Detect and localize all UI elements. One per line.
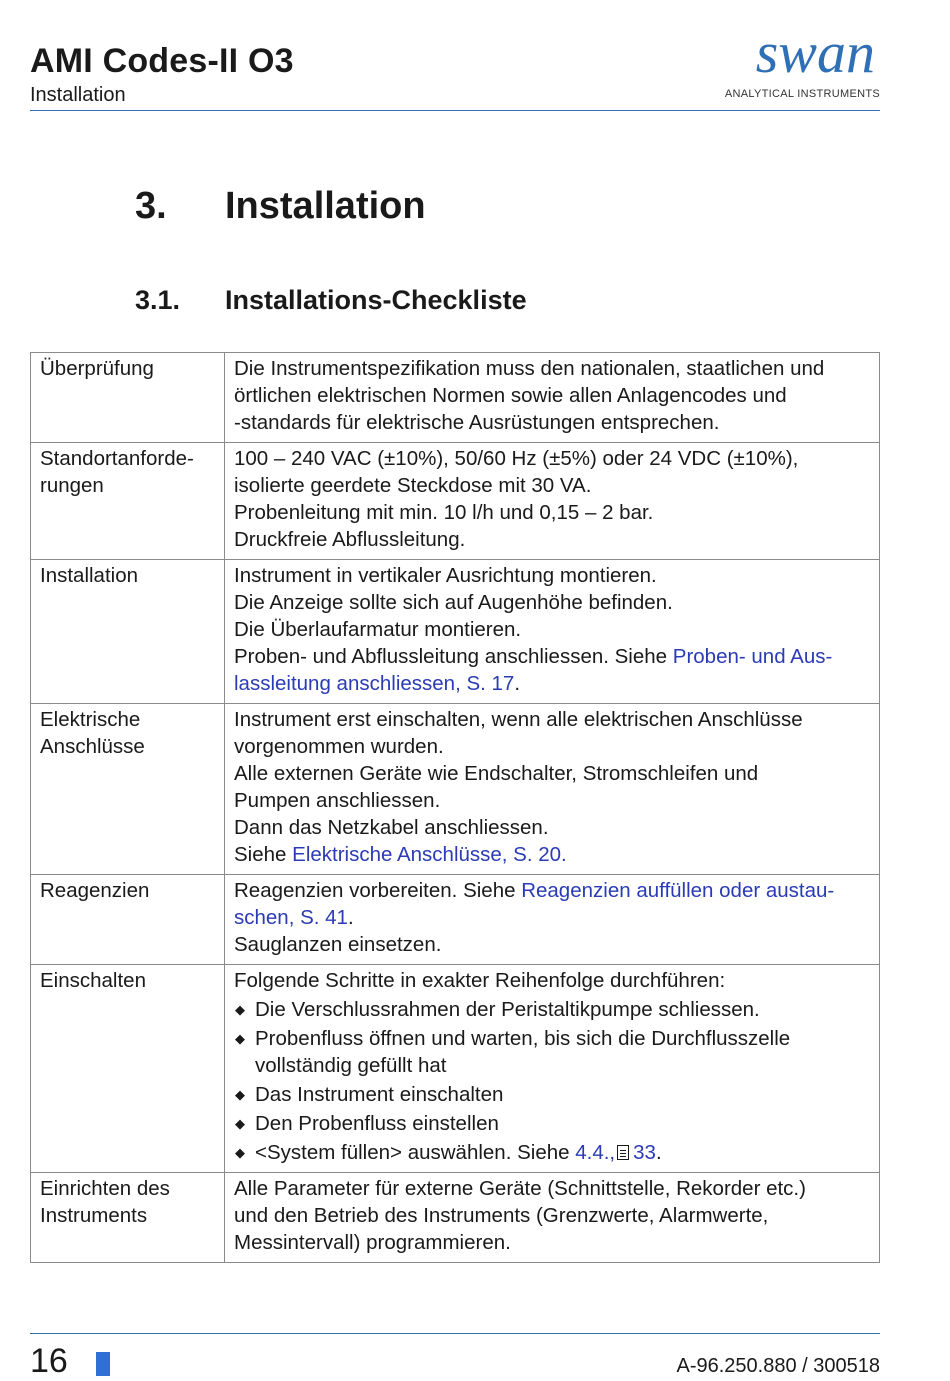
diamond-bullet-icon: ◆ [235, 1087, 245, 1102]
list-item: ◆ Den Probenfluss einstellen [235, 1112, 499, 1135]
section-heading [135, 285, 527, 316]
chapter-heading [135, 185, 426, 228]
page-marker-icon [96, 1352, 110, 1376]
row-label: Überprüfung [31, 353, 225, 443]
row-description: Instrument in vertikaler Ausrichtung montieren. Die Anzeige sollte sich auf Augenhöhe befinden. Die Überlaufarmatur montieren. Proben- und Abflussleitung anschliessen. Siehe Proben- und Aus- lassleitung anschliessen, S. 17. [225, 560, 880, 704]
row-description: Die Instrumentspezifikation muss den nationalen, staatlichen und örtlichen elektrischen Normen sowie allen Anlagencodes und -standards für elektrische Ausrüstungen entsprechen. [225, 353, 880, 443]
list-item: ◆ <System füllen> auswählen. Siehe 4.4., 33. [235, 1141, 662, 1164]
row-description: Alle Parameter für externe Geräte (Schnittstelle, Rekorder etc.) und den Betrieb des Instruments (Grenzwerte, Alarmwerte, Messintervall) programmieren. [225, 1173, 880, 1263]
cross-reference-link[interactable]: schen, S. 41 [234, 906, 348, 929]
chapter-title: Installation [225, 185, 426, 227]
row-label: Einschalten [31, 965, 225, 1173]
row-label: Einrichten des Instruments [31, 1173, 225, 1263]
document-title: AMI Codes-II O3 [30, 42, 294, 80]
steps-list [234, 996, 877, 1166]
table-row [31, 875, 880, 965]
logo-tagline: ANALYTICAL INSTRUMENTS [724, 88, 880, 100]
page-reference-icon [617, 1145, 629, 1160]
header-divider [30, 110, 880, 111]
table-row [31, 1173, 880, 1263]
cross-reference-link[interactable]: lassleitung anschliessen, S. 17 [234, 672, 515, 695]
diamond-bullet-icon: ◆ [235, 1002, 245, 1017]
chapter-number: 3. [135, 185, 167, 227]
document-number: A-96.250.880 / 300518 [676, 1355, 880, 1377]
logo-wordmark: swan [755, 26, 875, 85]
row-label: Installation [31, 560, 225, 704]
cross-reference-link[interactable]: Reagenzien auffüllen oder austau- [521, 879, 835, 902]
row-description: 100 – 240 VAC (±10%), 50/60 Hz (±5%) oder 24 VDC (±10%), isolierte geerdete Steckdose mit 30 VA. Probenleitung mit min. 10 l/h und 0,15 – 2 bar. Druckfreie Abflussleitung. [225, 443, 880, 560]
page-number: 16 [30, 1342, 68, 1380]
row-label: Standortanforde- rungen [31, 443, 225, 560]
row-description: Instrument erst einschalten, wenn alle elektrischen Anschlüsse vorgenommen wurden. Alle externen Geräte wie Endschalter, Stromschleifen und Pumpen anschliessen. Dann das Netzkabel anschliessen. Siehe Elektrische Anschlüsse, S. 20. [225, 704, 880, 875]
row-description: Reagenzien vorbereiten. Siehe Reagenzien auffüllen oder austau- schen, S. 41. Sauglanzen einsetzen. [225, 875, 880, 965]
table-row [31, 443, 880, 560]
row-label: Elektrische Anschlüsse [31, 704, 225, 875]
diamond-bullet-icon: ◆ [235, 1031, 245, 1046]
table-row [31, 965, 880, 1173]
installation-checklist-table [30, 352, 880, 1263]
row-label: Reagenzien [31, 875, 225, 965]
diamond-bullet-icon: ◆ [235, 1145, 245, 1160]
cross-reference-link[interactable]: 4.4., 33 [575, 1141, 656, 1164]
list-item: ◆ Die Verschlussrahmen der Peristaltikpumpe schliessen. [235, 998, 760, 1021]
cross-reference-link[interactable]: Proben- und Aus- [672, 645, 833, 668]
diamond-bullet-icon: ◆ [235, 1116, 245, 1131]
section-number: 3.1. [135, 285, 181, 315]
list-item: ◆ Das Instrument einschalten [235, 1083, 504, 1106]
table-row [31, 560, 880, 704]
document-subtitle: Installation [30, 84, 126, 106]
footer-divider [30, 1333, 880, 1334]
table-row [31, 704, 880, 875]
list-item: ◆ Probenfluss öffnen und warten, bis sich die Durchflusszelle vollständig gefüllt hat [235, 1027, 791, 1077]
cross-reference-link[interactable]: Elektrische Anschlüsse, S. 20. [292, 843, 567, 866]
page-header [30, 26, 880, 112]
row-description: Folgende Schritte in exakter Reihenfolge durchführen: ◆ Die Verschlussrahmen der Peristaltikpumpe schliessen. ◆ Probenfluss öffnen und warten, bis sich die Durchflusszelle vollständig gefüllt hat ◆ Das Instrument einschalten ◆ Den Probenfluss einstellen ◆ <System füllen> auswählen. Siehe 4.4., 33. [225, 965, 880, 1173]
table-row [31, 353, 880, 443]
section-title: Installations-Checkliste [225, 285, 527, 315]
